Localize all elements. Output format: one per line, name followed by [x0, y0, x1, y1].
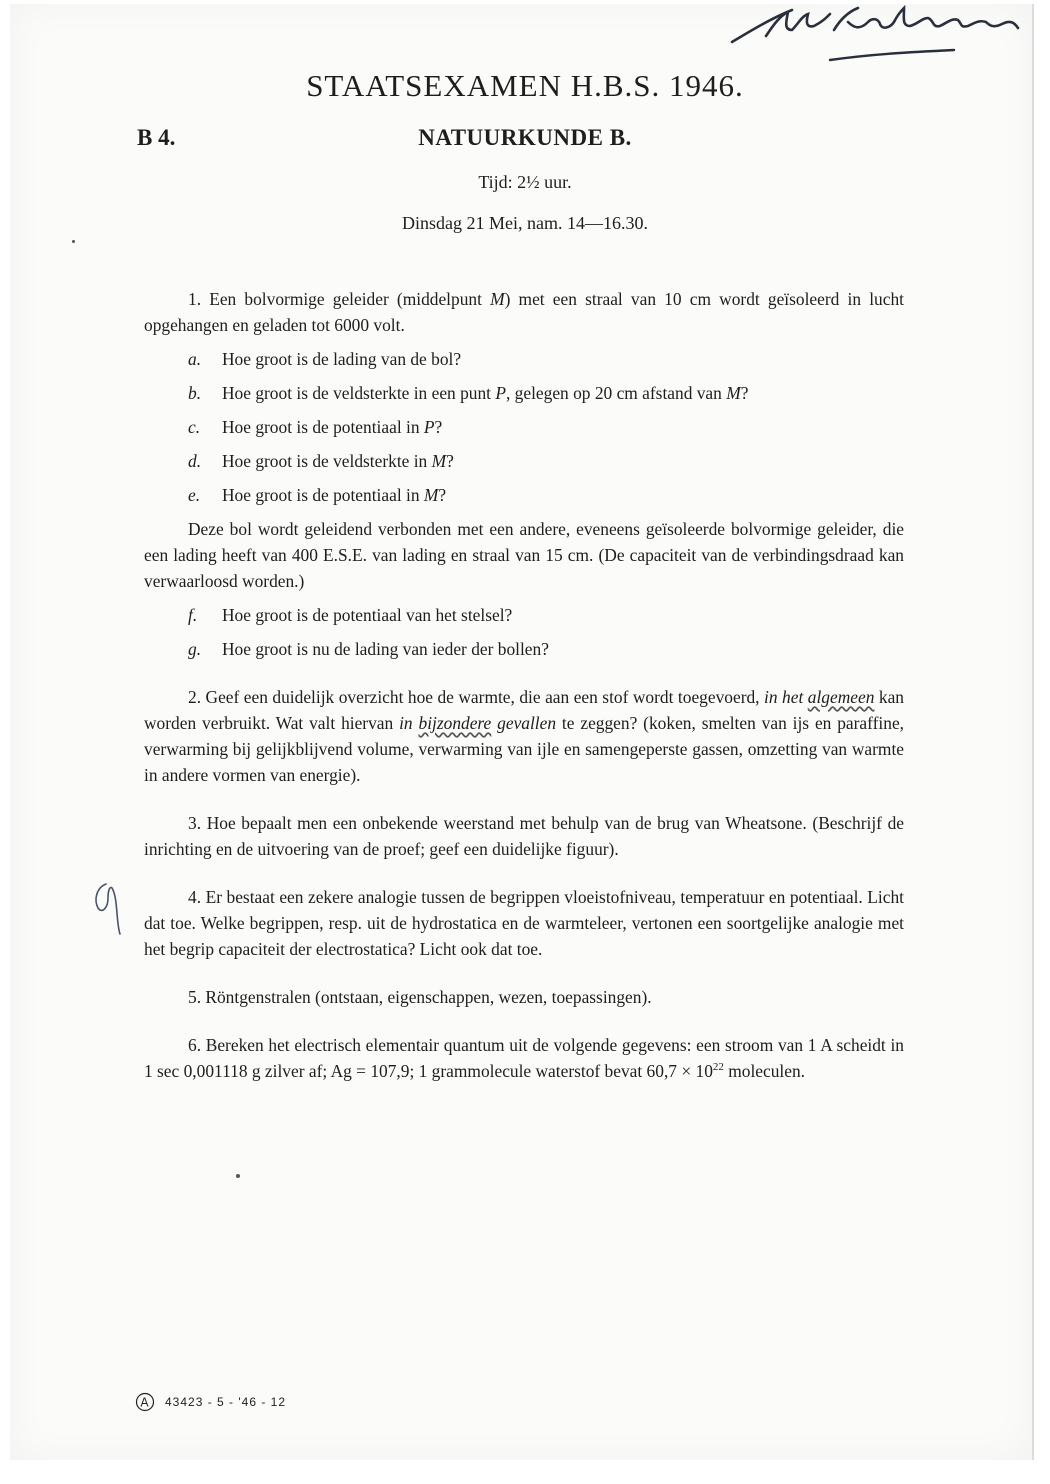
paper-speck	[236, 1174, 240, 1178]
exam-subject: NATUURKUNDE B.	[418, 125, 632, 150]
print-footer	[135, 1392, 286, 1412]
question-1g: g. Hoe groot is nu de lading van ieder der bollen?	[188, 639, 549, 659]
question-1f: f. Hoe groot is de potentiaal van het stelsel?	[188, 605, 513, 625]
exam-duration: Tijd: 2½ uur.	[478, 172, 572, 192]
svg-text:A: A	[140, 1395, 150, 1410]
question-1d: d. Hoe groot is de veldsterkte in M?	[188, 451, 454, 471]
question-5: 5. Röntgenstralen (ontstaan, eigenschappen, wezen, toepassingen).	[188, 987, 652, 1007]
margin-pencil-mark	[88, 878, 128, 938]
paper-speck	[72, 240, 75, 243]
print-code: 43423 - 5 - '46 - 12	[165, 1395, 287, 1409]
exam-questions	[144, 286, 904, 1084]
question-1b: b. Hoe groot is de veldsterkte in een punt P, gelegen op 20 cm afstand van M?	[188, 383, 749, 403]
question-4: 4. Er bestaat een zekere analogie tussen de begrippen vloeistofniveau, temperatuur en potentiaal. Licht dat toe. Welke begrippen, resp. uit de hydrostatica en de warmteleer, vertonen een soortgelijke analogie met het begrip capaciteit der electrostatica? Licht ook dat toe.	[144, 887, 904, 959]
question-1-intro: 1. Een bolvormige geleider (middelpunt M) met een straal van 10 cm wordt geïsoleerd in lucht opgehangen en geladen tot 6000 volt.	[144, 289, 904, 335]
printer-logo-icon	[135, 1392, 155, 1412]
question-1c: c. Hoe groot is de potentiaal in P?	[188, 417, 443, 437]
question-1e: e. Hoe groot is de potentiaal in M?	[188, 485, 447, 505]
question-1a: a. Hoe groot is de lading van de bol?	[188, 349, 462, 369]
exam-code: B 4.	[137, 125, 176, 150]
question-1-second-part: Deze bol wordt geleidend verbonden met een andere, eveneens geïsoleerde bolvormige geleider, die een lading heeft van 400 E.S.E. van lading en straal van 15 cm. (De capaciteit van de verbindingsdraad kan verwaarloosd worden.)	[144, 519, 904, 591]
question-2: 2. Geef een duidelijk overzicht hoe de warmte, die aan een stof wordt toegevoerd, in het algemeen kan worden verbruikt. Wat valt hiervan in bijzondere gevallen te zeggen? (koken, smelten van ijs en paraffine, verwarming bij gelijkblijvend volume, verwarming van ijle en samengeperste gassen, omzetting van warmte in andere vormen van energie).	[144, 687, 905, 785]
handwritten-signature	[722, 0, 1044, 70]
exam-date: Dinsdag 21 Mei, nam. 14—16.30.	[402, 213, 648, 233]
exam-title: STAATSEXAMEN H.B.S. 1946.	[306, 68, 744, 103]
question-3: 3. Hoe bepaalt men een onbekende weerstand met behulp van de brug van Wheatsone. (Beschrijf de inrichting en de uitvoering van de proef; geef een duidelijke figuur).	[144, 813, 904, 859]
question-6: 6. Bereken het electrisch elementair quantum uit de volgende gegevens: een stroom van 1 A scheidt in 1 sec 0,001118 g zilver af; Ag = 107,9; 1 grammolecule waterstof bevat $60,7 \times 10^{22}$ moleculen.	[144, 1035, 904, 1081]
